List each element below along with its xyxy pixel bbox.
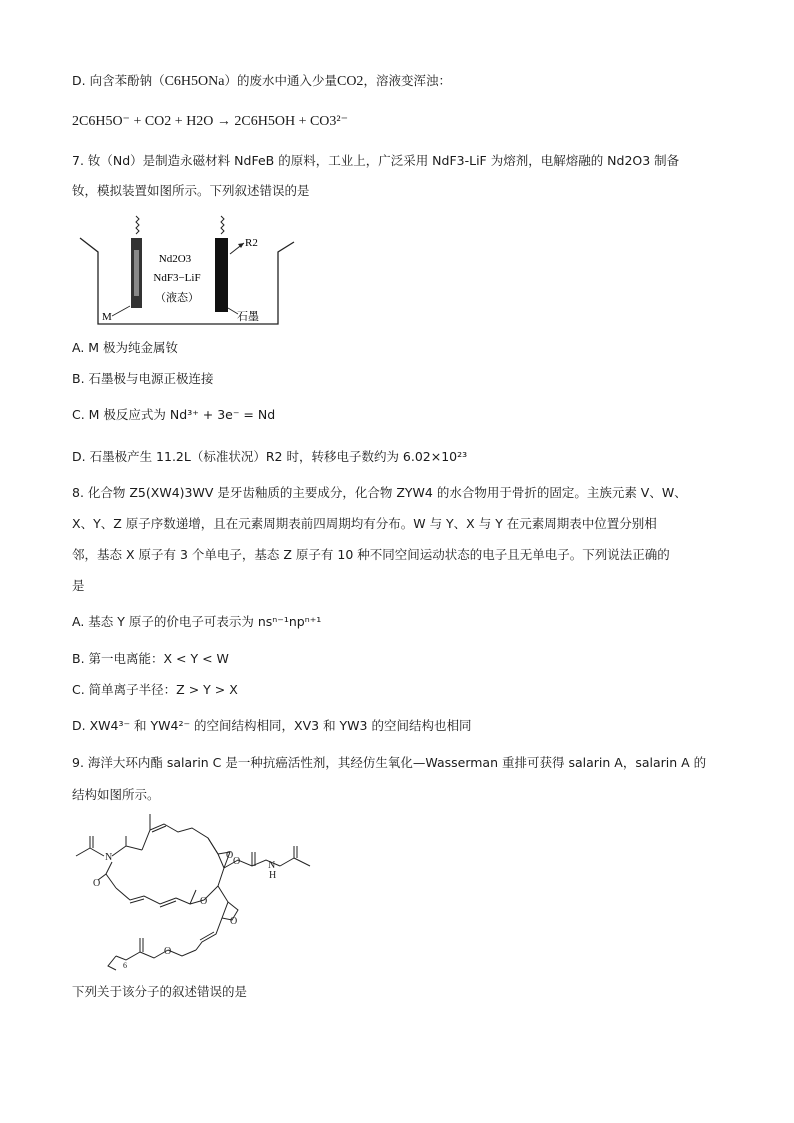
- atom-o-ester: O: [200, 896, 208, 907]
- q7-option-c: C. M 极反应式为 Nd³⁺ + 3e⁻ = Nd: [72, 407, 276, 422]
- q8-stem-line2: X、Y、Z 原子序数递增，且在元素周期表前四周期均有分布。W 与 Y、X 与 Y 在元素周期表中位置分别相: [72, 516, 657, 531]
- q9-stem-line1: 9. 海洋大环内酯 salarin C 是一种抗癌活性剂，其经仿生氧化—Wasserman 重排可获得 salarin A，salarin A 的: [72, 755, 707, 770]
- wire-m: [136, 216, 139, 234]
- q8-stem-line4: 是: [72, 578, 85, 593]
- wire-graphite: [221, 216, 224, 234]
- atom-n2: N: [268, 860, 276, 871]
- q6-equation: 2C6H5O⁻ + CO2 + H2O → 2C6H5OH + CO3²⁻: [72, 114, 349, 129]
- atom-h: H: [269, 870, 277, 881]
- q9-question: 下列关于该分子的叙述错误的是: [72, 984, 248, 999]
- label-ndf3-lif: NdF3−LiF: [153, 272, 201, 284]
- atom-o-epoxide1: O: [226, 850, 234, 861]
- atom-o-lower: O: [93, 878, 101, 889]
- label-liquid: （液态）: [155, 291, 199, 304]
- q7-option-a: A. M 极为纯金属钕: [72, 340, 179, 355]
- q7-stem-line1: 7. 钕（Nd）是制造永磁材料 NdFeB 的原料，工业上，广泛采用 NdF3-LiF 为熔剂，电解熔融的 Nd2O3 制备: [72, 153, 680, 168]
- atom-o-epoxide2: O: [230, 916, 238, 927]
- q8-stem-line3: 邻，基态 X 原子有 3 个单电子，基态 Z 原子有 10 种不同空间运动状态的电子且无单电子。下列说法正确的: [72, 547, 670, 562]
- label-m: M: [102, 311, 112, 323]
- q8-option-a: A. 基态 Y 原子的价电子可表示为 nsⁿ⁻¹npⁿ⁺¹: [72, 614, 322, 629]
- q6-option-d: D. 向含苯酚钠（C6H5ONa）的废水中通入少量CO2，溶液变浑浊：: [72, 73, 451, 89]
- q8-option-b: B. 第一电离能：X < Y < W: [72, 651, 229, 666]
- atom-n1: N: [105, 852, 113, 863]
- salarin-a-structure: [68, 808, 328, 978]
- q7-option-d: D. 石墨极产生 11.2L（标准状况）R2 时，转移电子数约为 6.02×10²³: [72, 449, 468, 464]
- q8-option-c: C. 简单离子半径：Z > Y > X: [72, 682, 238, 697]
- label-r2: R2: [245, 237, 258, 249]
- q7-option-b: B. 石墨极与电源正极连接: [72, 371, 214, 386]
- subscript-n: 6: [123, 961, 127, 970]
- q8-stem-line1: 8. 化合物 Z5(XW4)3WV 是牙齿釉质的主要成分，化合物 ZYW4 的水合物用于骨折的固定。主族元素 V、W、: [72, 485, 687, 500]
- atom-o-ester2: O: [164, 946, 172, 957]
- atom-o-carbamate: O: [233, 856, 241, 867]
- q7-electrolysis-figure: [70, 210, 310, 328]
- q7-stem-line2: 钕，模拟装置如图所示。下列叙述错误的是: [72, 183, 310, 198]
- q9-stem-line2: 结构如图所示。: [72, 787, 160, 802]
- label-nd2o3: Nd2O3: [158, 253, 192, 265]
- label-graphite: 石墨: [237, 310, 259, 323]
- q8-option-d: D. XW4³⁻ 和 YW4²⁻ 的空间结构相同，XV3 和 YW3 的空间结构也相同: [72, 718, 472, 733]
- electrode-graphite: [215, 238, 228, 312]
